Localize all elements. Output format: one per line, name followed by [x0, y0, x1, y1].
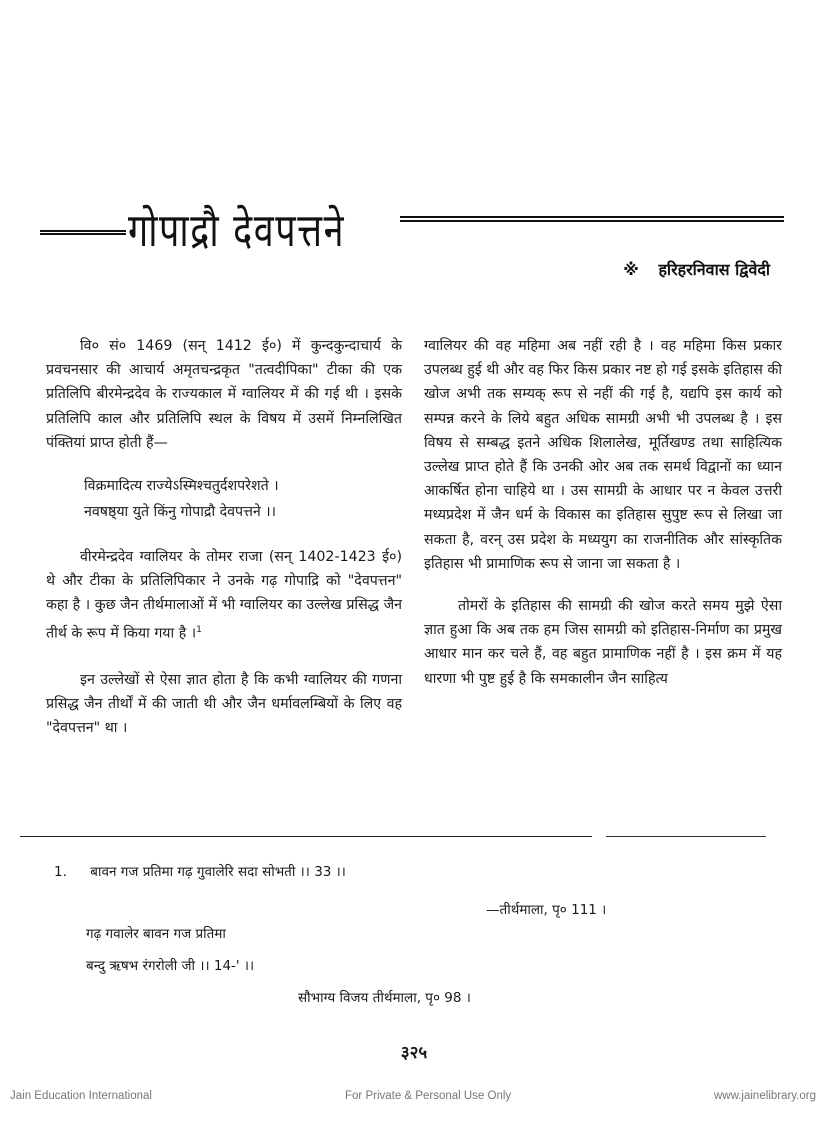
right-column	[424, 334, 782, 691]
author-name: हरिहरनिवास द्विवेदी	[658, 260, 770, 279]
verse-line-2: नवषष्ठ्या युते किंनु गोपाद्रौ देवपत्तने ।।	[84, 504, 277, 521]
footnote-divider	[20, 836, 592, 837]
right-paragraph-2: तोमरों के इतिहास की सामग्री की खोज करते समय मुझे ऐसा ज्ञात हुआ कि अब तक हम जिस सामग्री को इतिहास-निर्माण का प्रमुख आधार मान कर चले हैं, वह बहुत प्रामाणिक नहीं है । इस क्रम में यह धारणा भी पुष्ट हुई है कि समकालीन जैन साहित्य	[424, 598, 782, 687]
footnote-line-1: बावन गज प्रतिमा गढ़ गुवालेरि सदा सोभती ।। 33 ।।	[90, 864, 346, 880]
title-row	[40, 200, 784, 260]
footnote-source-1: —तीर्थमाला, पृ० 111 ।	[486, 902, 607, 918]
verse-line-1: विक्रमादित्य राज्येऽस्मिश्चतुर्दशपरेशते ।	[84, 478, 279, 495]
page-number: ३२५	[400, 1043, 428, 1063]
asterism-icon: ※	[623, 260, 639, 279]
footnote-divider-short	[606, 836, 766, 837]
title-rule-right	[400, 216, 784, 222]
footnote-ref[interactable]: 1	[196, 624, 202, 635]
left-paragraph-2	[46, 545, 402, 646]
left-paragraph-2-text: वीरमेन्द्रदेव ग्वालियर के तोमर राजा (सन् 1402-1423 ई०) थे और टीका के प्रतिलिपिकार ने उनके गढ़ गोपाद्रि को "देवपत्तन" कहा है । कुछ जैन तीर्थमालाओं में भी ग्वालियर का उल्लेख प्रसिद्ध जैन तीर्थ के रूप में किया गया है ।	[46, 549, 402, 642]
left-column	[46, 334, 402, 740]
footer-usage-note: For Private & Personal Use Only	[345, 1090, 512, 1102]
sanskrit-verse	[84, 473, 402, 525]
author-line	[623, 258, 770, 280]
footnote-number: 1.	[54, 864, 67, 880]
footnote-source-2: सौभाग्य विजय तीर्थमाला, पृ० 98 ।	[298, 990, 471, 1006]
left-paragraph-3: इन उल्लेखों से ऐसा ज्ञात होता है कि कभी ग्वालियर की गणना प्रसिद्ध जैन तीर्थों में की जाती थी और जैन धर्मावलम्बियों के लिए वह "देवपत्तन" था ।	[46, 671, 402, 736]
footnote-line-2: गढ़ गवालेर बावन गज प्रतिमा	[86, 926, 226, 942]
title-rule-left	[40, 230, 126, 235]
footnote-1	[54, 862, 346, 880]
page-title: गोपाद्रौ देवपत्तने	[128, 203, 346, 257]
footnote-line-3: बन्दु ऋषभ रंगरोली जी ।। 14-' ।।	[86, 958, 255, 974]
footer-website-link[interactable]: www.jainelibrary.org	[713, 1090, 816, 1102]
right-paragraph-1: ग्वालियर की वह महिमा अब नहीं रही है । वह महिमा किस प्रकार उपलब्ध हुई थी और वह फिर किस प्रकार नष्ट हो गई इसके इतिहास की खोज अभी तक सम्यक् रूप से नहीं की गई है, यद्यपि इस कार्य को सम्पन्न करने के लिये बहुत अधिक सामग्री अभी भी उपलब्ध है । इस विषय से सम्बद्ध इतने अधिक शिलालेख, मूर्तिखण्ड तथा साहित्यिक उल्लेख प्राप्त होते हैं कि उनकी ओर अब तक समर्थ विद्वानों का ध्यान आकर्षित होना चाहिये था । उस सामग्री के आधार पर न केवल उत्तरी मध्यप्रदेश में जैन धर्म के विकास का इतिहास सुपुष्ट रूप से लिखा जा सकता है, वरन् उस प्रदेश के मध्ययुग का राजनीतिक और सांस्कृतिक इतिहास भी प्रामाणिक रूप से जाना जा सकता है ।	[424, 338, 782, 572]
footer-publisher: Jain Education International	[10, 1090, 152, 1102]
left-paragraph-1: वि० सं० 1469 (सन् 1412 ई०) में कुन्दकुन्दाचार्य के प्रवचनसार की आचार्य अमृतचन्द्रकृत "तत्वदीपिका" टीका की एक प्रतिलिपि बीरमेन्द्रदेव के राज्यकाल में ग्वालियर में की गई थी । इसके प्रतिलिपि काल और प्रतिलिपि स्थल के विषय में उसमें निम्नलिखित पंक्तियां प्राप्त होती हैं—	[46, 338, 402, 451]
